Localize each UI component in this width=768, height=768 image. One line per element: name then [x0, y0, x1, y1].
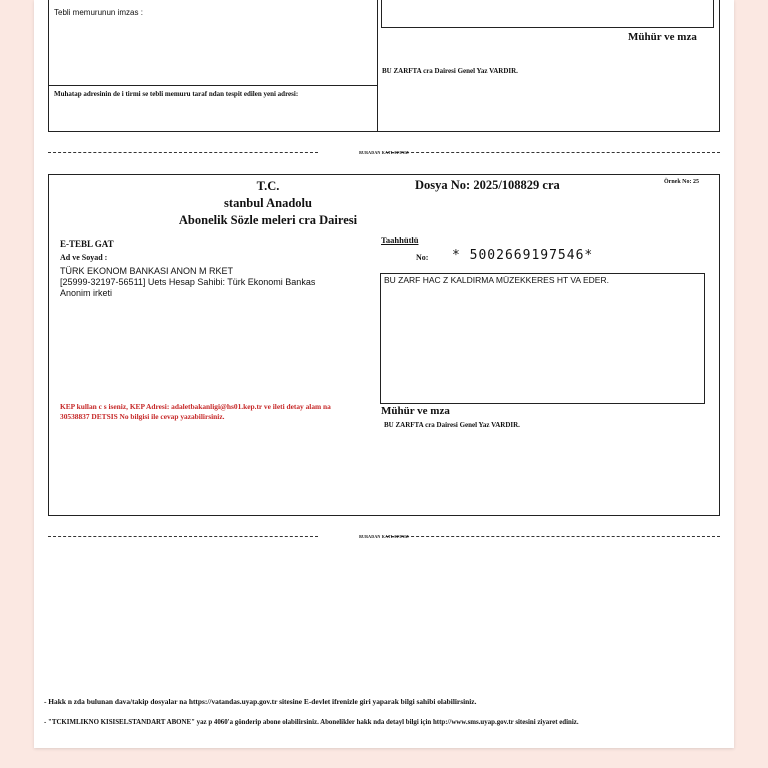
- notification-type: E-TEBL GAT: [60, 239, 114, 249]
- registered-label: Taahhütlü: [381, 235, 419, 245]
- officer-signature-label: Tebli memurunun imzas :: [54, 8, 143, 17]
- kep-note: KEP kullan c s iseniz, KEP Adresi: adaletbakanligi@hs01.kep.tr ve ileti detay alam na 30538837 DETSIS No bilgisi ile cevap yazabilirsiniz.: [60, 402, 331, 421]
- top-horizontal-divider: [49, 85, 377, 86]
- office-name: Abonelik Sözle meleri cra Dairesi: [178, 213, 358, 227]
- envelope-note: BU ZARFTA cra Dairesi Genel Yaz VARDIR.: [384, 421, 520, 429]
- cut-line-top: [48, 148, 720, 158]
- envelope-content: BU ZARF HAC Z KALDIRMA MÜZEKKERES HT VA EDER.: [384, 275, 609, 285]
- country-name: T.C.: [256, 179, 280, 193]
- recipient-line: TÜRK EKONOM BANKASI ANON M RKET: [60, 266, 234, 276]
- header-block: [148, 178, 388, 229]
- city-name: stanbul Anadolu: [224, 196, 312, 210]
- cut-line-label: BURADAN KATLAYINIZ: [359, 534, 409, 539]
- footer-note-1: - Hakk n zda bulunan dava/takip dosyalar na https://vatandas.uyap.gov.tr sitesine E-devlet ifrenizle giri yaparak bilgi sahibi olabilirsiniz.: [44, 697, 477, 706]
- sample-number: Örnek No: 25: [664, 179, 699, 185]
- recipient-address: [60, 266, 350, 299]
- new-address-label: Muhatap adresinin de i tirmi se tebli memuru taraf ndan tespit edilen yeni adresi:: [54, 90, 299, 98]
- top-seal-signature: Mühür ve mza: [628, 31, 697, 43]
- recipient-line: Anonim irketi: [60, 288, 113, 298]
- envelope-content-box: [380, 273, 705, 404]
- recipient-label: Ad ve Soyad :: [60, 253, 108, 262]
- file-number: Dosya No: 2025/108829 cra: [415, 178, 560, 192]
- top-signature-box: [381, 0, 714, 28]
- recipient-line: [25999-32197-56511] Uets Hesap Sahibi: Türk Ekonomi Bankas: [60, 277, 316, 287]
- cut-line-label: BURADAN KATLAYINIZ: [359, 150, 409, 155]
- barcode-number: * 5002669197546*: [452, 248, 594, 263]
- seal-signature: Mühür ve mza: [381, 405, 450, 417]
- document-page: [34, 0, 734, 748]
- top-envelope-note: BU ZARFTA cra Dairesi Genel Yaz VARDIR.: [382, 67, 518, 75]
- footer-note-2: - "TCKIMLIKNO KISISELSTANDART ABONE" yaz p 4060'a gönderip abone olabilirsiniz. Abonelikler hakk nda detayl bilgi için http://www.sms.uyap.gov.tr sitesini ziyaret ediniz.: [44, 719, 579, 726]
- top-vertical-divider: [377, 0, 378, 131]
- cut-line-bottom: [48, 532, 720, 542]
- no-label: No:: [416, 253, 429, 262]
